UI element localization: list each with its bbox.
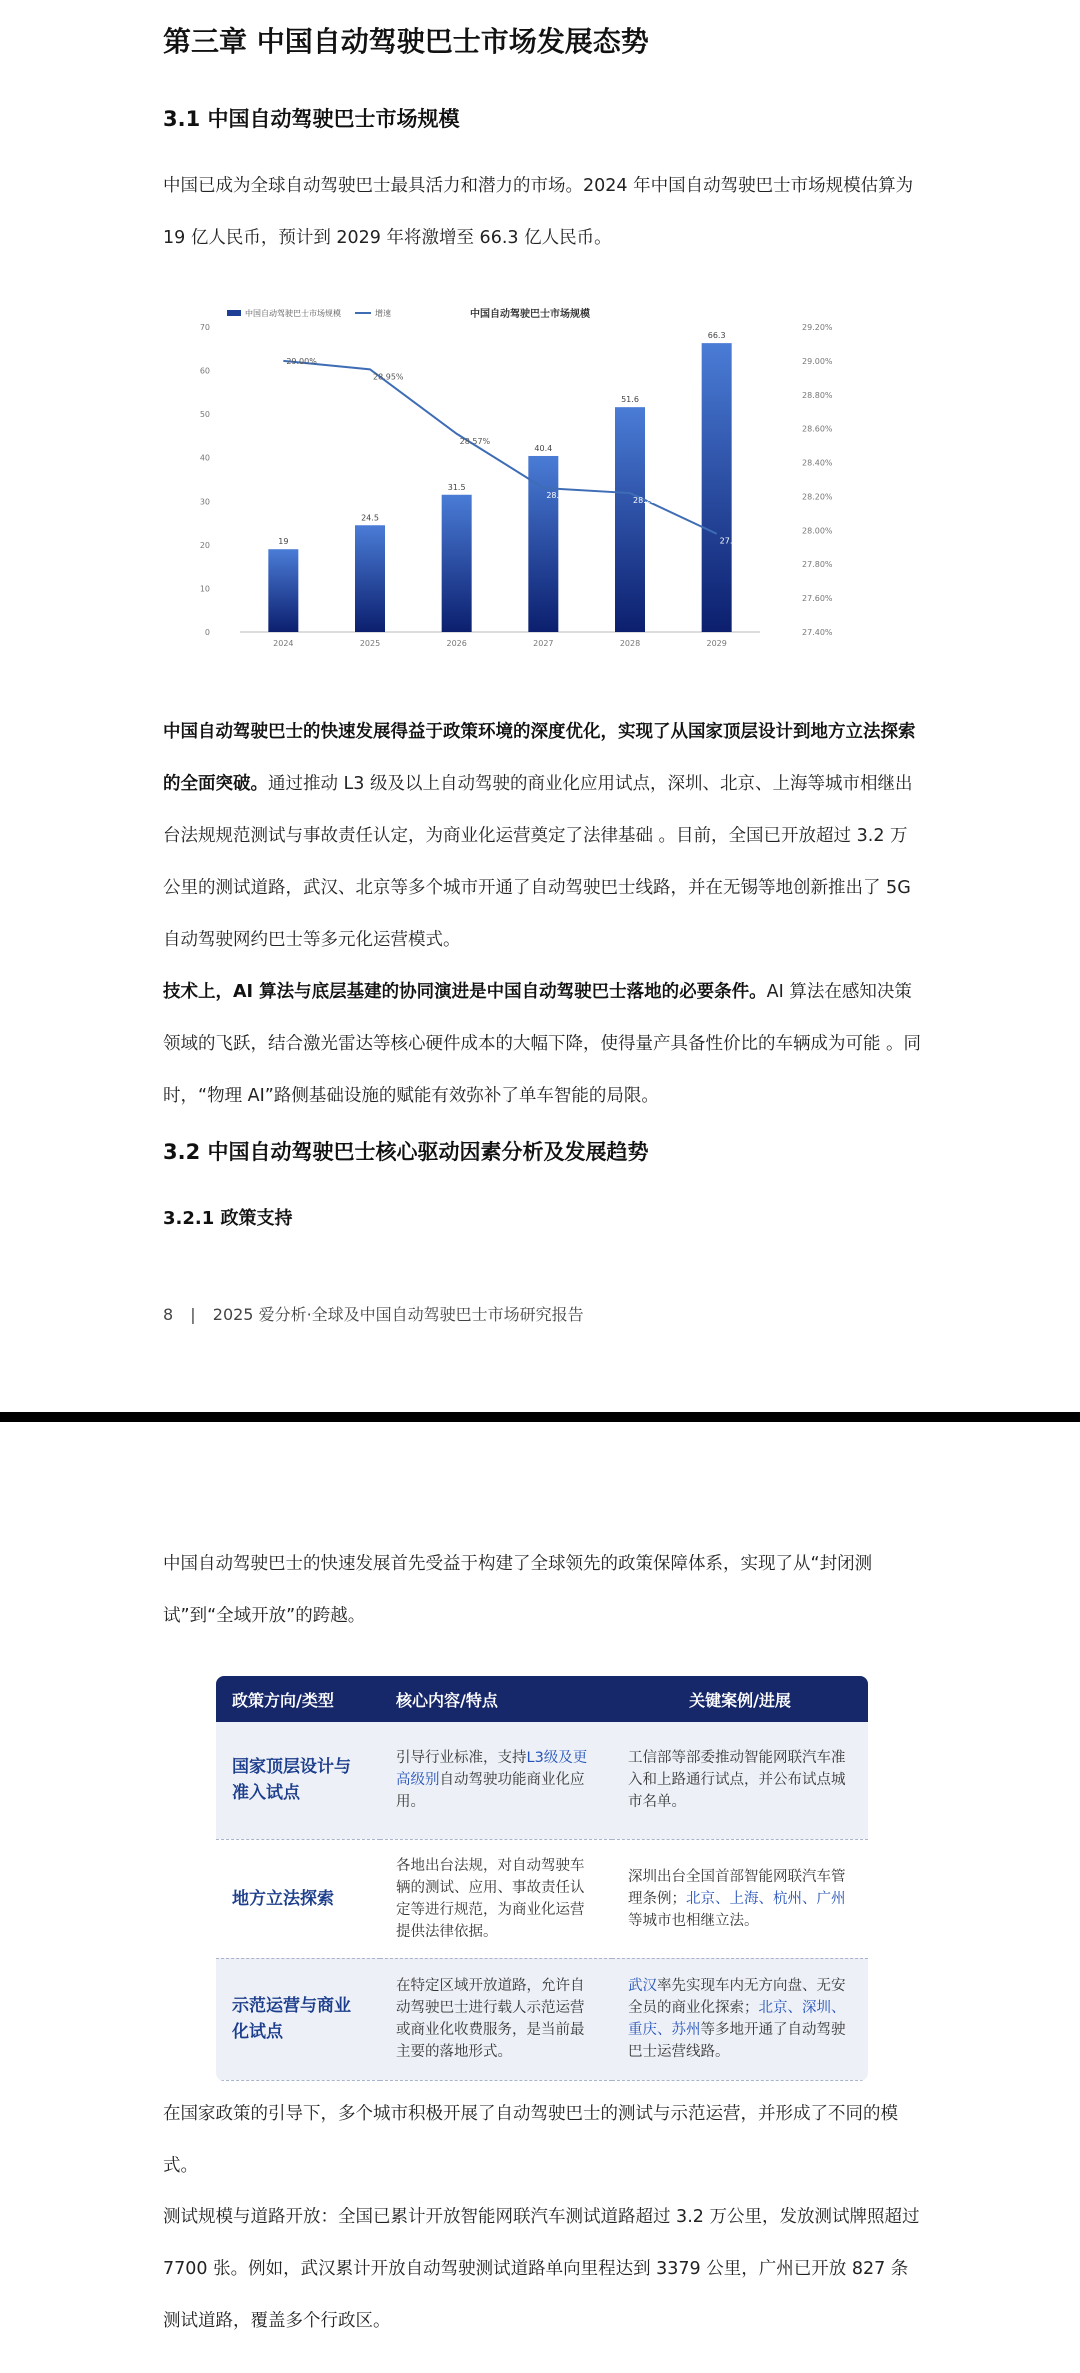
- policy-paragraph: [163, 706, 923, 966]
- y2-tick-label: 28.40%: [802, 458, 833, 468]
- growth-rate-label: 29.00%: [286, 356, 317, 366]
- policy-table: [216, 1676, 868, 2081]
- y2-tick-label: 28.00%: [802, 526, 833, 536]
- y-tick-label: 30: [199, 497, 210, 507]
- core-highlight: L3级及更高级别: [396, 1750, 588, 1789]
- row-core: 在特定区域开放道路，允许自动驾驶巴士进行载人示范运营或商业化收费服务，是当前最主要的落地形式。: [380, 1958, 612, 2080]
- section-3-2-1-title: 3.2.1 政策支持: [163, 1208, 293, 1229]
- bar: [615, 407, 645, 632]
- y2-tick-label: 28.60%: [802, 424, 833, 434]
- y2-tick-label: 27.60%: [802, 594, 833, 604]
- case-highlight: 武汉: [628, 1978, 657, 1994]
- bar: [442, 495, 472, 632]
- case-highlight: 北京、深圳、重庆、苏州: [628, 2000, 846, 2038]
- y-tick-label: 40: [199, 453, 210, 463]
- growth-line-series: [283, 357, 750, 546]
- y2-tick-label: 28.80%: [802, 390, 833, 400]
- row-case: 工信部等部委推动智能网联汽车准入和上路通行试点，并公布试点城市名单。: [612, 1722, 868, 1839]
- header-direction: 政策方向/类型: [216, 1676, 380, 1722]
- y2-tick-label: 27.40%: [802, 628, 833, 637]
- y2-tick-label: 28.20%: [802, 492, 833, 502]
- growth-rate-label: 28.57%: [459, 436, 491, 446]
- growth-rate-label: 27.98%: [719, 536, 751, 546]
- row-direction: 国家顶层设计与准入试点: [216, 1722, 380, 1839]
- x-tick-label: 2027: [533, 639, 554, 648]
- table-row: [216, 1722, 868, 1839]
- core-text: 自动驾驶功能商业化应用。: [396, 1772, 585, 1811]
- chart-legend: [227, 308, 391, 318]
- header-case: 关键案例/进展: [612, 1676, 868, 1722]
- x-tick-label: 2024: [273, 639, 294, 648]
- market-size-paragraph: 中国已成为全球自动驾驶巴士最具活力和潜力的市场。2024 年中国自动驾驶巴士市场规模估算为 19 亿人民币，预计到 2029 年将激增至 66.3 亿人民币。: [163, 176, 914, 248]
- header-core: 核心内容/特点: [380, 1676, 612, 1722]
- table-header-row: [216, 1676, 868, 1722]
- city-pilots-paragraph: 在国家政策的引导下，多个城市积极开展了自动驾驶巴士的测试与示范运营，并形成了不同的模式。: [163, 2104, 898, 2176]
- section-3-2-title: 3.2 中国自动驾驶巴士核心驱动因素分析及发展趋势: [163, 1140, 649, 1164]
- x-tick-label: 2026: [446, 639, 467, 648]
- policy-lead: 中国自动驾驶巴士的快速发展得益于政策环境的深度优化，实现了从国家顶层设计到地方立法探索的全面突破。: [163, 722, 916, 794]
- row-core: [380, 1722, 612, 1839]
- page-separator: [0, 1412, 1080, 1422]
- growth-line: [283, 361, 716, 534]
- footer-report-title: 2025 爱分析·全球及中国自动驾驶巴士市场研究报告: [212, 1305, 584, 1324]
- market-size-chart: [175, 292, 865, 662]
- y-tick-label: 0: [204, 628, 210, 637]
- x-tick-label: 2025: [359, 639, 381, 648]
- y2-tick-label: 29.20%: [802, 323, 833, 332]
- bar: [702, 343, 732, 632]
- row-direction: 示范运营与商业化试点: [216, 1958, 380, 2080]
- test-scale-paragraph: 测试规模与道路开放：全国已累计开放智能网联汽车测试道路超过 3.2 万公里，发放测试牌照超过 7700 张。例如，武汉累计开放自动驾驶测试道路单向里程达到 3379 公里，广州已开放 827 条测试道路，覆盖多个行政区。: [163, 2207, 920, 2331]
- legend-bar-label: 中国自动驾驶巴士市场规模: [245, 309, 341, 318]
- bar-series: [268, 331, 731, 632]
- footer-divider: |: [190, 1305, 196, 1324]
- legend-line-label: 增速: [375, 309, 391, 318]
- case-text: 等多地开通了自动驾驶巴士运营线路。: [628, 2022, 846, 2060]
- row-case: [612, 1958, 868, 2080]
- y-tick-label: 20: [199, 540, 210, 550]
- tech-paragraph: [163, 966, 923, 1122]
- policy-intro-paragraph: 中国自动驾驶巴士的快速发展首先受益于构建了全球领先的政策保障体系，实现了从“封闭测试”到“全域开放”的跨越。: [163, 1554, 873, 1626]
- case-text: 深圳出台全国首部智能网联汽车管理条例；: [628, 1868, 846, 1907]
- bar: [355, 525, 385, 632]
- y2-tick-label: 27.80%: [802, 560, 833, 570]
- row-direction: 地方立法探索: [216, 1839, 380, 1958]
- growth-rate-label: 28.25%: [546, 490, 577, 500]
- x-tick-label: 2028: [619, 639, 641, 648]
- policy-body: 通过推动 L3 级及以上自动驾驶的商业化应用试点，深圳、北京、上海等城市相继出台法规规范测试与事故责任认定，为商业化运营奠定了法律基础 。目前，全国已开放超过 3.2 万公里的测试道路，武汉、北京等多个城市开通了自动驾驶巴士线路，并在无锡等地创新推出了 5G 自动驾驶网约巴士等多元化运营模式。: [163, 774, 913, 950]
- bar-value-label: 31.5: [447, 482, 466, 492]
- legend-bar-swatch: [227, 310, 241, 316]
- bar-value-label: 40.4: [534, 443, 553, 453]
- chart-title: 中国自动驾驶巴士市场规模: [470, 309, 590, 320]
- bar-value-label: 66.3: [707, 331, 726, 341]
- table-row: [216, 1839, 868, 1958]
- bar-value-label: 51.6: [621, 395, 639, 405]
- page-footer: [163, 1302, 584, 1325]
- bar-value-label: 19: [278, 537, 289, 547]
- x-axis: [240, 632, 760, 648]
- tech-lead: 技术上，AI 算法与底层基建的协同演进是中国自动驾驶巴士落地的必要条件。: [163, 982, 767, 1002]
- y2-tick-label: 29.00%: [802, 356, 833, 366]
- case-text: 率先实现车内无方向盘、无安全员的商业化探索；: [628, 1978, 846, 2016]
- y-tick-label: 10: [199, 584, 210, 594]
- x-tick-label: 2029: [706, 639, 727, 648]
- y-tick-label: 60: [199, 366, 210, 376]
- section-3-1-title: 3.1 中国自动驾驶巴士市场规模: [163, 107, 460, 131]
- growth-rate-label: 28.95%: [373, 372, 404, 382]
- row-core: 各地出台法规，对自动驾驶车辆的测试、应用、事故责任认定等进行规范，为商业化运营提供法律依据。: [380, 1839, 612, 1958]
- right-axis: [802, 323, 833, 637]
- tech-body: AI 算法在感知决策领域的飞跃，结合激光雷达等核心硬件成本的大幅下降，使得量产具备性价比的车辆成为可能 。同时，“物理 AI”路侧基础设施的赋能有效弥补了单车智能的局限。: [163, 982, 922, 1106]
- table-row: [216, 1958, 868, 2080]
- bar: [268, 549, 298, 632]
- chapter-title: 第三章 中国自动驾驶巴士市场发展态势: [163, 25, 649, 58]
- case-highlight: 北京、上海、杭州、广州: [686, 1890, 846, 1907]
- footer-page-number: 8: [163, 1305, 174, 1324]
- bar-value-label: 24.5: [361, 513, 379, 523]
- core-text: 引导行业标准，支持: [396, 1750, 527, 1767]
- case-text: 等城市也相继立法。: [628, 1912, 759, 1929]
- left-axis: [200, 323, 210, 637]
- y-tick-label: 70: [199, 323, 210, 332]
- y-tick-label: 50: [199, 410, 210, 420]
- row-case: [612, 1839, 868, 1958]
- growth-rate-label: 28.22%: [633, 496, 664, 506]
